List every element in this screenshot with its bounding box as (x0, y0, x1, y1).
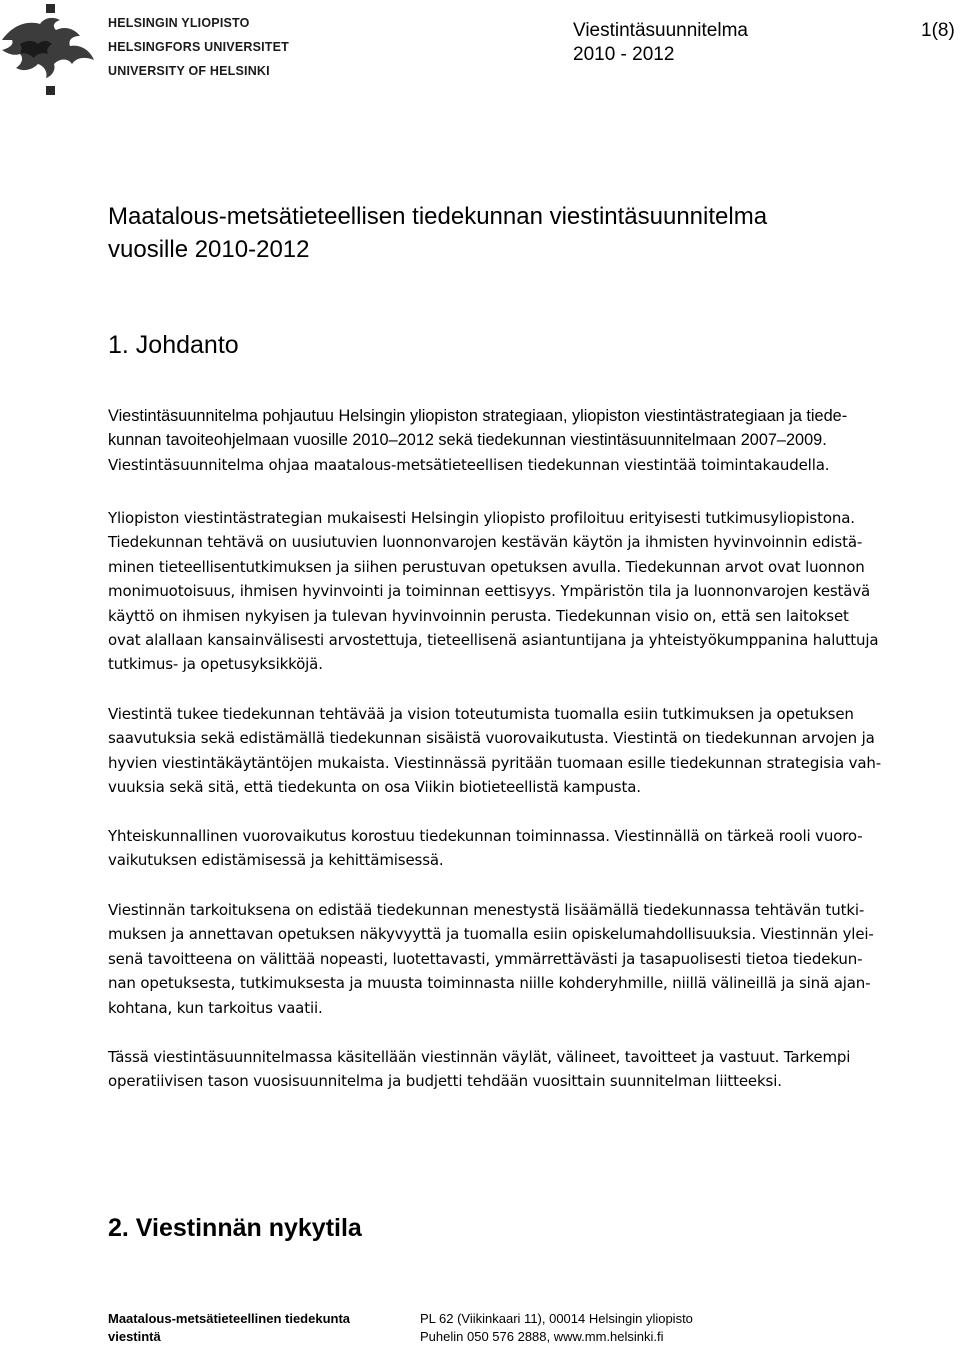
paragraph-5 (108, 898, 958, 1020)
logo-line-fi: HELSINGIN YLIOPISTO (108, 16, 250, 30)
paragraph-line: Viestintä tukee tiedekunnan tehtävää ja vision toteutumista tuomalla esiin tutkimuksen ja opetuksen (108, 705, 854, 723)
paragraph-line: Viestintäsuunnitelma pohjautuu Helsingin yliopiston strategiaan, yliopiston viestintästrategiaan ja tiede- (108, 407, 848, 425)
paragraph-2 (108, 506, 958, 677)
paragraph-3 (108, 702, 958, 800)
paragraph-line: Yliopiston viestintästrategian mukaisesti Helsingin yliopisto profiloituu erityisesti tutkimusyliopistona. (108, 509, 855, 527)
header-years: 2010 - 2012 (573, 44, 675, 65)
footer-address: PL 62 (Viikinkaari 11), 00014 Helsingin yliopisto (420, 1311, 693, 1326)
paragraph-line: minen tieteellisentutkimuksen ja siihen perustuvan opetuksen avulla. Tiedekunnan arvot ovat luonnon (108, 557, 865, 576)
footer-unit: viestintä (108, 1329, 161, 1344)
paragraph-line: kohtana, kun tarkoitus vaatii. (108, 998, 323, 1017)
paragraph-line: hyvien viestintäkäytäntöjen mukaista. Viestinnässä pyritään tuomaan esille tiedekunnan strategisia vah- (108, 753, 881, 772)
section-heading-johdanto: 1. Johdanto (108, 331, 239, 359)
paragraph-line: senä tavoitteena on välittää nopeasti, luotettavasti, ymmärrettävästi ja tasapuolisesti tietoa tiedekun- (108, 949, 863, 968)
logo-line-sv: HELSINGFORS UNIVERSITET (108, 40, 290, 54)
logo-line-en: UNIVERSITY OF HELSINKI (108, 64, 270, 78)
paragraph-1 (108, 404, 958, 477)
paragraph-line: monimuotoisuus, ihmisen hyvinvointi ja toiminnan eettisyys. Ympäristön tila ja luonnonvarojen kestävä (108, 582, 871, 601)
footer-right (420, 1310, 693, 1346)
paragraph-6 (108, 1045, 958, 1094)
university-logo (0, 0, 300, 100)
page-number: 1(8) (921, 20, 955, 41)
paragraph-line: Tiedekunnan tehtävä on uusiutuvien luonnonvarojen kestävän käytön ja ihmisten hyvinvoinnin edistä- (108, 533, 863, 552)
paragraph-line: vuuksia sekä sitä, että tiedekunta on osa Viikin biotieteellistä kampusta. (108, 778, 641, 797)
paragraph-line: Tässä viestintäsuunnitelmassa käsitellään viestinnän väylät, välineet, tavoitteet ja vastuut. Tarkempi (108, 1048, 851, 1066)
paragraph-line: Yhteiskunnallinen vuorovaikutus korostuu tiedekunnan toiminnassa. Viestinnällä on tärkeä rooli vuoro- (108, 827, 863, 845)
paragraph-line: operatiivisen tason vuosisuunnitelma ja budjetti tehdään vuosittain suunnitelman liitteeksi. (108, 1072, 782, 1091)
section-heading-nykytila: 2. Viestinnän nykytila (108, 1214, 362, 1242)
paragraph-line: käyttö on ihmisen nykyisen ja tulevan hyvinvoinnin perusta. Tiedekunnan visio on, että sen laitokset (108, 606, 849, 625)
paragraph-line: nan opetuksesta, tutkimuksesta ja muusta toiminnasta niille kohderyhmille, niillä välineillä ja sinä ajan- (108, 974, 871, 993)
paragraph-line: Viestinnän tarkoituksena on edistää tiedekunnan menestystä lisäämällä tiedekunnassa tehtävän tutki- (108, 901, 865, 919)
paragraph-line: muksen ja annettavan opetuksen näkyvyyttä ja tuomalla esiin opiskelumahdollisuuksia. Viestinnän ylei- (108, 925, 874, 944)
paragraph-line: tutkimus- ja opetusyksikköjä. (108, 655, 323, 674)
document-title: Maatalous-metsätieteellisen tiedekunnan viestintäsuunnitelma vuosille 2010-2012 (108, 203, 768, 263)
header-title: Viestintäsuunnitelma (573, 20, 748, 41)
helsinki-flame-logo-icon (0, 0, 100, 100)
paragraph-line: kunnan tavoiteohjelmaan vuosille 2010–2012 sekä tiedekunnan viestintäsuunnitelmaan 2007–2009. (108, 431, 827, 450)
paragraph-line: vaikutuksen edistämisessä ja kehittämisessä. (108, 851, 444, 870)
paragraph-line: Viestintäsuunnitelma ohjaa maatalous-metsätieteellisen tiedekunnan viestintää toimintakaudella. (108, 455, 830, 474)
footer-faculty: Maatalous-metsätieteellinen tiedekunta (108, 1311, 351, 1326)
footer-left (108, 1310, 350, 1346)
paragraph-4 (108, 824, 958, 873)
paragraph-line: ovat alallaan kansainvälisesti arvostettuja, tieteellisenä asiantuntijana ja yhteistyökumppanina haluttuja (108, 631, 879, 650)
paragraph-line: saavutuksia sekä edistämällä tiedekunnan sisäistä vuorovaikutusta. Viestintä on tiedekunnan arvojen ja (108, 729, 875, 748)
footer-contact: Puhelin 050 576 2888, www.mm.helsinki.fi (420, 1329, 664, 1344)
